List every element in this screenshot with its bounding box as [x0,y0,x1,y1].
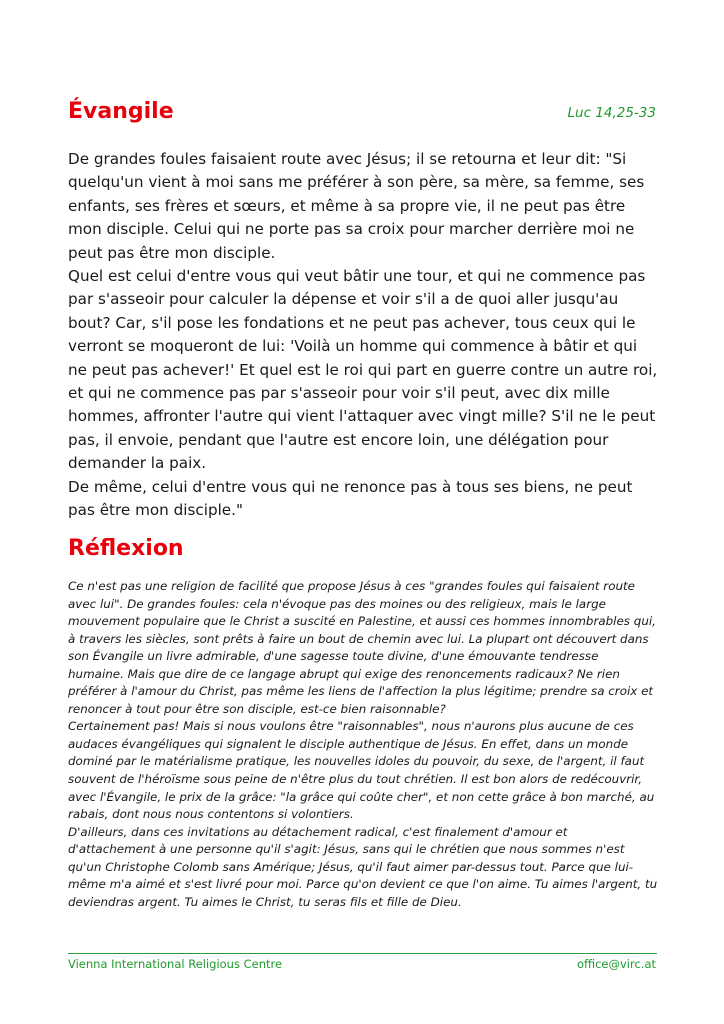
gospel-reference: Luc 14,25-33 [567,105,656,121]
reflection-text [68,578,658,911]
footer-organization: Vienna International Religious Centre [68,957,283,971]
gospel-text [68,148,658,523]
gospel-title: Évangile [68,99,174,124]
gospel-paragraph: De grandes foules faisaient route avec Jésus; il se retourna et leur dit: "Si quelqu'un vient à moi sans me préférer à son père, sa mère, sa femme, ses enfants, ses frères et sœurs, et même à sa propre vie, il ne peut pas être mon disciple. Celui qui ne porte pas sa croix pour marcher derrière moi ne peut pas être mon disciple. [68,150,645,262]
reflection-title: Réflexion [68,536,184,561]
reflection-paragraph: Certainement pas! Mais si nous voulons être "raisonnables", nous n'aurons plus aucune de ces audaces évangéliques qui signalent le disciple authentique de Jésus. En effet, dans un monde dominé par le matérialisme pratique, les nouvelles idoles du pouvoir, du sexe, de l'argent, il faut souvent de l'héroïsme sous peine de n'être plus du tout chrétien. Il est bon alors de redécouvrir, avec l'Évangile, le prix de la grâce: "la grâce qui coûte cher", et non cette grâce à bon marché, au rabais, dont nous nous contentons si volontiers. [68,719,655,822]
gospel-paragraph: De même, celui d'entre vous qui ne renonce pas à tous ses biens, ne peut pas être mon disciple." [68,477,633,520]
reflection-paragraph: D'ailleurs, dans ces invitations au détachement radical, c'est finalement d'amour et d'attachement à une personne qu'il s'agit: Jésus, sans qui le chrétien que nous sommes n'est qu'un Christophe Colomb sans Amérique; Jésus, qu'il faut aimer par-dessus tout. Parce que lui-même m'a aimé et s'est livré pour moi. Parce qu'on devient ce que l'on aime. Tu aimes l'argent, tu deviendras argent. Tu aimes le Christ, tu seras fils et fille de Dieu. [68,824,658,909]
reflection-paragraph: Ce n'est pas une religion de facilité que propose Jésus à ces "grandes foules qui faisaient route avec lui". De grandes foules: cela n'évoque pas des moines ou des religieux, mais le large mouvement populaire que le Christ a suscité en Palestine, et aussi ces hommes innombrables qui, à travers les siècles, sont prêts à faire un bout de chemin avec lui. La plupart ont découvert dans son Évangile un livre admirable, d'une sagesse toute divine, d'une émouvante tendresse humaine. Mais que dire de ce langage abrupt qui exige des renoncements radicaux? Ne rien préférer à l'amour du Christ, pas même les liens de l'affection la plus légitime; prendre sa croix et renoncer à tout pour être son disciple, est-ce bien raisonnable? [68,579,656,716]
footer-divider [68,953,657,954]
gospel-paragraph: Quel est celui d'entre vous qui veut bâtir une tour, et qui ne commence pas par s'asseoir pour calculer la dépense et voir s'il a de quoi aller jusqu'au bout? Car, s'il pose les fondations et ne peut pas achever, tous ceux qui le verront se moqueront de lui: 'Voilà un homme qui commence à bâtir et qui ne peut pas achever!' Et quel est le roi qui part en guerre contre un autre roi, et qui ne commence pas par s'asseoir pour voir s'il peut, avec dix mille hommes, affronter l'autre qui vient l'attaquer avec vingt mille? S'il ne le peut pas, il envoie, pendant que l'autre est encore loin, une délégation pour demander la paix. [68,267,658,473]
footer-email[interactable]: office@virc.at [576,957,656,971]
